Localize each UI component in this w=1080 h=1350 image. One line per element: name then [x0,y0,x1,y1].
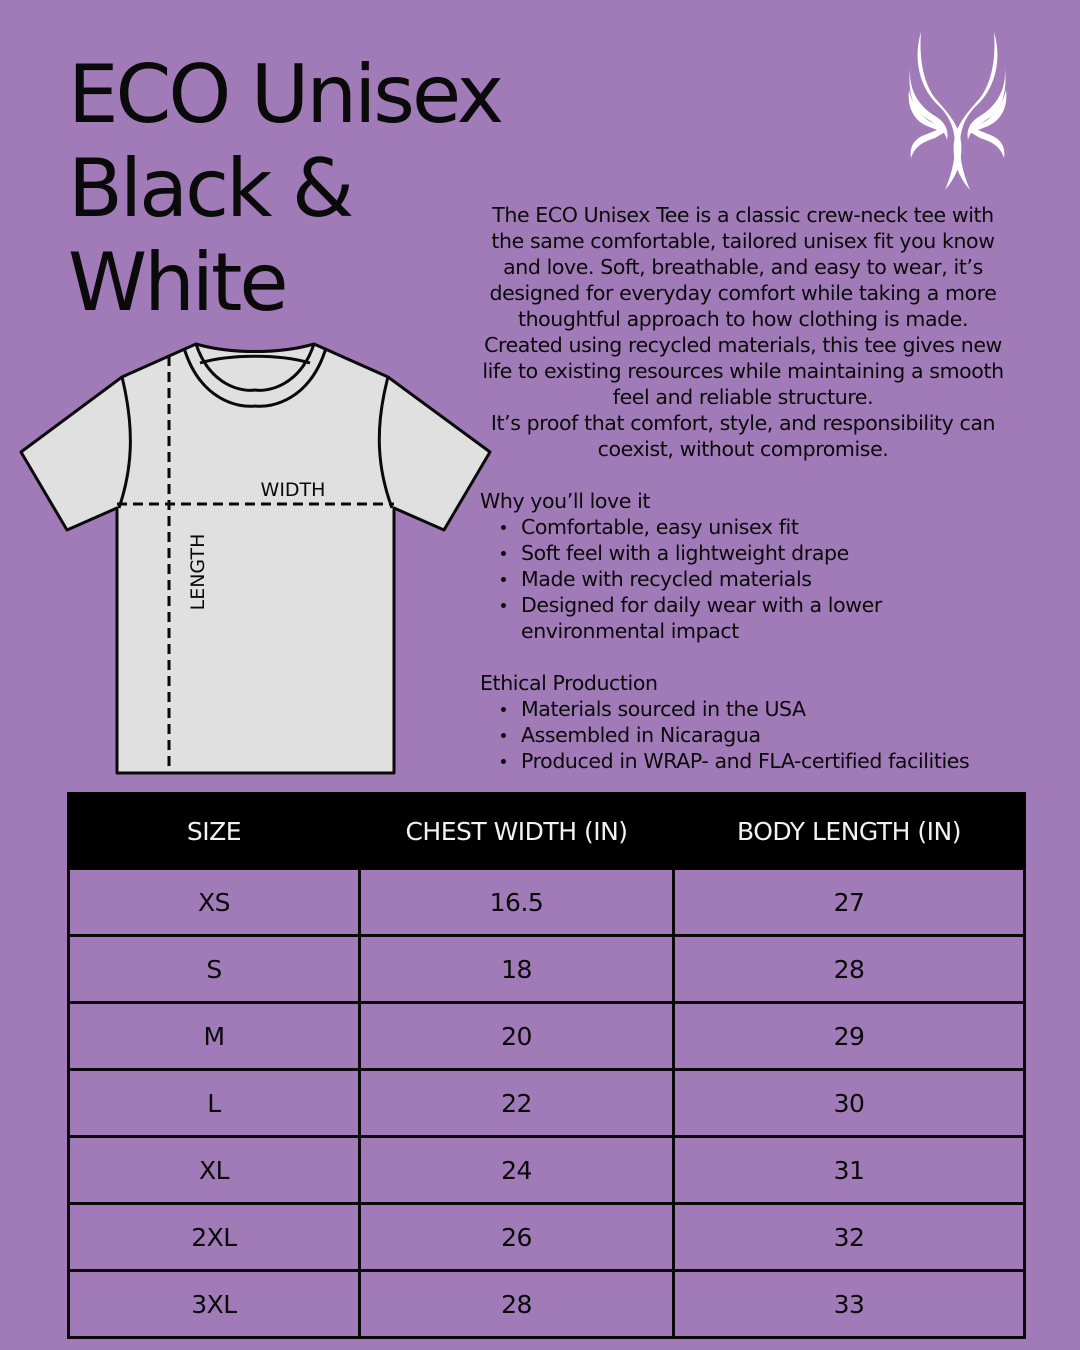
header-size: SIZE [69,794,360,869]
table-row [69,869,1025,936]
table-row [69,936,1025,1003]
list-item: Designed for daily wear with a lower environmental impact [480,592,900,644]
list-item: Soft feel with a lightweight drape [480,540,1040,566]
list-item: Assembled in Nicaragua [480,722,1040,748]
cell-body-length: 31 [674,1137,1025,1204]
cell-body-length: 28 [674,936,1025,1003]
list-item: Made with recycled materials [480,566,1040,592]
table-row [69,1271,1025,1338]
header-body-length: BODY LENGTH (IN) [674,794,1025,869]
table-row [69,1204,1025,1271]
width-label: WIDTH [260,479,326,501]
cell-chest-width: 28 [360,1271,674,1338]
cell-chest-width: 18 [360,936,674,1003]
cell-size: L [69,1070,360,1137]
cell-chest-width: 24 [360,1137,674,1204]
cell-body-length: 33 [674,1271,1025,1338]
product-description [476,202,1010,462]
page-title [68,48,501,330]
table-row [69,1137,1025,1204]
table-row [69,1003,1025,1070]
ethical-production-heading: Ethical Production [480,671,658,695]
list-item: Comfortable, easy unisex fit [480,514,1040,540]
list-item: Materials sourced in the USA [480,696,1040,722]
title-line-1: ECO Unisex [68,48,502,141]
cell-size: 2XL [69,1204,360,1271]
cell-size: XL [69,1137,360,1204]
header-chest-width: CHEST WIDTH (IN) [360,794,674,869]
cell-size: S [69,936,360,1003]
title-line-2: Black & [68,142,352,235]
cell-chest-width: 16.5 [360,869,674,936]
cell-body-length: 30 [674,1070,1025,1137]
size-chart-table [67,792,1026,1339]
tshirt-icon [21,344,490,773]
ethical-production-list [480,696,1040,774]
title-line-3: White [68,236,286,329]
description-paragraph-2: It’s proof that comfort, style, and responsibility can coexist, without compromise. [490,411,996,461]
features-section [480,488,1040,800]
cell-chest-width: 26 [360,1204,674,1271]
cell-size: 3XL [69,1271,360,1338]
length-label: LENGTH [187,533,209,611]
cell-body-length: 29 [674,1003,1025,1070]
cell-chest-width: 20 [360,1003,674,1070]
cell-size: XS [69,869,360,936]
description-paragraph-1: The ECO Unisex Tee is a classic crew-neck tee with the same comfortable, tailored unisex fit you know and love. Soft, breathable, and easy to wear, it’s designed for everyday comfort while taking a more thoughtful approach to how clothing is made. Created using recycled materials, this tee gives new life to existing resources while maintaining a smooth feel and reliable structure. [482,203,1004,409]
list-item: Produced in WRAP- and FLA-certified facilities [480,748,1040,774]
why-love-list [480,514,1040,644]
cell-chest-width: 22 [360,1070,674,1137]
tshirt-measurement-diagram [10,330,500,780]
why-love-heading: Why you’ll love it [480,489,651,513]
cell-body-length: 32 [674,1204,1025,1271]
cell-size: M [69,1003,360,1070]
table-header-row [69,794,1025,869]
cell-body-length: 27 [674,869,1025,936]
table-row [69,1070,1025,1137]
wings-logo-icon [905,28,1010,193]
